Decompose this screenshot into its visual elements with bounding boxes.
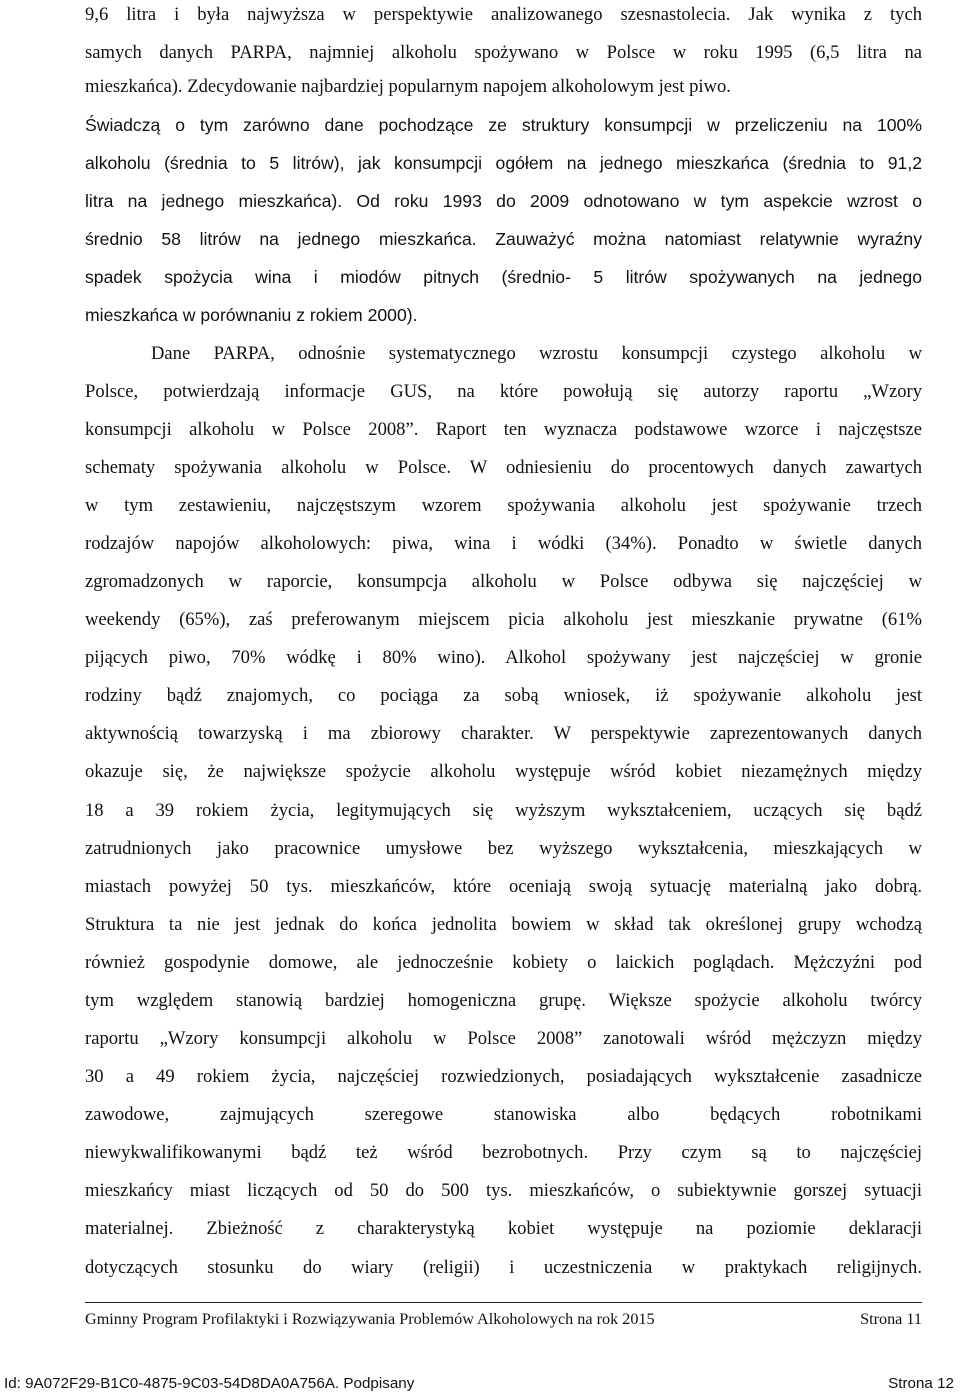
body-text-line: mieszkańca). Zdecydowanie najbardziej popularnym napojem alkoholowym jest piwo. bbox=[85, 76, 731, 97]
body-text-line: materialnej. Zbieżność z charakterystyką kobiet występuje na poziomie deklaracji bbox=[85, 1218, 922, 1239]
stamp-page-number: Strona 12 bbox=[888, 1375, 954, 1392]
body-text-line: 9,6 litra i była najwyższa w perspektywie analizowanego szesnastolecia. Jak wynika z tych bbox=[85, 4, 922, 25]
body-text-line: okazuje się, że największe spożycie alkoholu występuje wśród kobiet niezamężnych między bbox=[85, 761, 922, 782]
body-text-line: Polsce, potwierdzają informacje GUS, na które powołują się autorzy raportu „Wzory bbox=[85, 381, 922, 402]
body-text-line: weekendy (65%), zaś preferowanym miejscem picia alkoholu jest mieszkanie prywatne (61% bbox=[85, 609, 922, 630]
body-text-line: zawodowe, zajmujących szeregowe stanowiska albo będących robotnikami bbox=[85, 1104, 922, 1125]
body-text-line: 18 a 39 rokiem życia, legitymujących się wyższym wykształceniem, uczących się bądź bbox=[85, 800, 922, 821]
body-text-line: Świadczą o tym zarówno dane pochodzące ze struktury konsumpcji w przeliczeniu na 100% bbox=[85, 115, 922, 135]
body-text-line: schematy spożywania alkoholu w Polsce. W odniesieniu do procentowych danych zawartych bbox=[85, 457, 922, 478]
body-text-line: 30 a 49 rokiem życia, najczęściej rozwiedzionych, posiadających wykształcenie zasadnicze bbox=[85, 1066, 922, 1087]
body-text-line: spadek spożycia wina i miodów pitnych (średnio- 5 litrów spożywanych na jednego bbox=[85, 267, 922, 287]
footer-divider bbox=[85, 1302, 922, 1303]
body-text-line: zgromadzonych w raporcie, konsumpcja alkoholu w Polsce odbywa się najczęściej w bbox=[85, 571, 922, 592]
body-text-line: Struktura ta nie jest jednak do końca jednolita bowiem w skład tak określonej grupy wchodzą bbox=[85, 914, 922, 935]
body-text-line: samych danych PARPA, najmniej alkoholu spożywano w Polsce w roku 1995 (6,5 litra na bbox=[85, 42, 922, 63]
footer-program-title: Gminny Program Profilaktyki i Rozwiązywania Problemów Alkoholowych na rok 2015 bbox=[85, 1310, 655, 1328]
body-text-line: również gospodynie domowe, ale jednocześnie kobiety o laickich poglądach. Mężczyźni pod bbox=[85, 952, 922, 973]
body-text-line: mieszkańcy miast liczących od 50 do 500 tys. mieszkańców, o subiektywnie gorszej sytuacji bbox=[85, 1180, 922, 1201]
body-text-line: mieszkańca w porównaniu z rokiem 2000). bbox=[85, 305, 418, 325]
body-text-line: miastach powyżej 50 tys. mieszkańców, które oceniają swoją sytuację materialną jako dobrą. bbox=[85, 876, 922, 897]
body-text-line: w tym zestawieniu, najczęstszym wzorem spożywania alkoholu jest spożywanie trzech bbox=[85, 495, 922, 516]
body-text-line: zatrudnionych jako pracownice umysłowe bez wyższego wykształcenia, mieszkających w bbox=[85, 838, 922, 859]
body-text-line: dotyczących stosunku do wiary (religii) i uczestniczenia w praktykach religijnych. bbox=[85, 1257, 922, 1278]
body-text-line: alkoholu (średnia to 5 litrów), jak konsumpcji ogółem na jednego mieszkańca (średnia to 91,2 bbox=[85, 153, 922, 173]
body-text-line: raportu „Wzory konsumpcji alkoholu w Polsce 2008” zanotowali wśród mężczyzn między bbox=[85, 1028, 922, 1049]
body-text-line: konsumpcji alkoholu w Polsce 2008”. Raport ten wyznacza podstawowe wzorce i najczęstsze bbox=[85, 419, 922, 440]
body-text-line: tym względem stanowią bardziej homogeniczna grupę. Większe spożycie alkoholu twórcy bbox=[85, 990, 922, 1011]
document-id-stamp: Id: 9A072F29-B1C0-4875-9C03-54D8DA0A756A. Podpisany bbox=[4, 1375, 415, 1392]
body-text-line: rodzajów napojów alkoholowych: piwa, wina i wódki (34%). Ponadto w świetle danych bbox=[85, 533, 922, 554]
body-text-line: średnio 58 litrów na jednego mieszkańca. Zauważyć można natomiast relatywnie wyraźny bbox=[85, 229, 922, 249]
body-text-line: rodziny bądź znajomych, co pociąga za sobą wniosek, iż spożywanie alkoholu jest bbox=[85, 685, 922, 706]
body-text-line: aktywnością towarzyską i ma zbiorowy charakter. W perspektywie zaprezentowanych danych bbox=[85, 723, 922, 744]
footer-page-number: Strona 11 bbox=[860, 1310, 922, 1328]
body-text-line: pijących piwo, 70% wódkę i 80% wino). Alkohol spożywany jest najczęściej w gronie bbox=[85, 647, 922, 668]
body-text-line: niewykwalifikowanymi bądź też wśród bezrobotnych. Przy czym są to najczęściej bbox=[85, 1142, 922, 1163]
paragraph-first-line: Dane PARPA, odnośnie systematycznego wzrostu konsumpcji czystego alkoholu w bbox=[151, 343, 922, 364]
body-text-line: litra na jednego mieszkańca). Od roku 1993 do 2009 odnotowano w tym aspekcie wzrost o bbox=[85, 191, 922, 211]
